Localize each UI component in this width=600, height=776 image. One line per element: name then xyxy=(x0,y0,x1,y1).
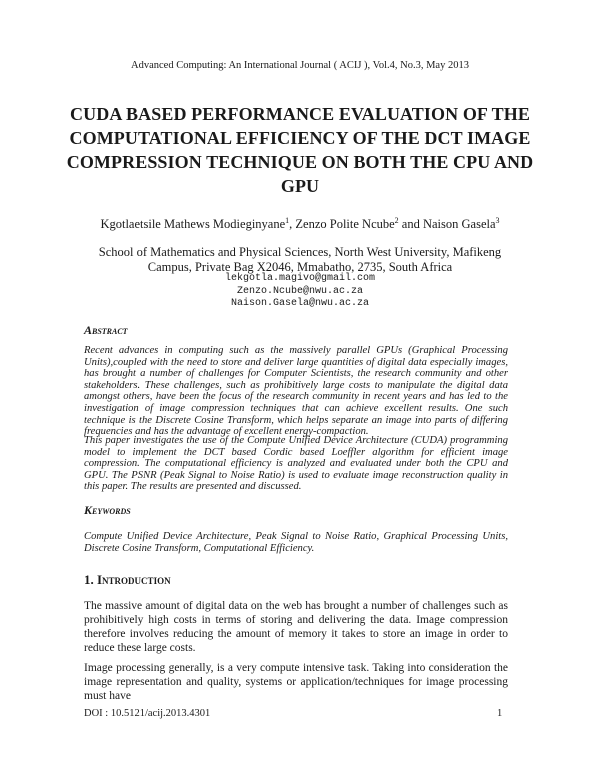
journal-header: Advanced Computing: An International Journal ( ACIJ ), Vol.4, No.3, May 2013 xyxy=(131,60,469,71)
author-email[interactable]: Naison.Gasela@nwu.ac.za xyxy=(230,298,370,309)
author-list xyxy=(0,216,600,232)
author-separator: , xyxy=(289,217,296,232)
author-mark: 3 xyxy=(495,216,500,225)
abstract-paragraph: This paper investigates the use of the Compute Unified Device Architecture (CUDA) programming model to implement the DCT based Cordic based Loeffler algorithm for efficient image compression. The computational efficiency is analyzed and evaluated under both the CPU and GPU. The PSNR (Peak Signal to Noise Ratio) is used to evaluate image reconstruction quality in this paper. The results are presented and discussed. xyxy=(84,435,508,493)
email-list xyxy=(0,273,600,311)
introduction-paragraph: Image processing generally, is a very compute intensive task. Taking into consideration the image representation and quality, systems or application/techniques for image processing must have xyxy=(84,662,508,702)
abstract-heading: Abstract xyxy=(84,323,128,337)
footer-doi: DOI : 10.5121/acij.2013.4301 xyxy=(84,708,211,719)
author-name: Zenzo Polite Ncube xyxy=(295,217,395,232)
abstract-paragraph: Recent advances in computing such as the massively parallel GPUs (Graphical Processing Units),coupled with the need to store and deliver large quantities of digital data especially images, has brought a number of challenges for Computer Scientists, the research community and other stakeholders. These challenges, such as prohibitively large costs to manipulate the digital data amongst others, have been the focus of the research community in recent years and has led to the investigation of image compression techniques that can achieve excellent results. One such technique is the Discrete Cosine Transform, which helps separate an image into parts of differing frequencies and has the advantage of excellent energy-compaction. xyxy=(84,345,508,438)
introduction-paragraph: The massive amount of digital data on the web has brought a number of challenges such as prohibitively high costs in terms of storing and delivering the data. Image compression therefore involves reducing the amount of memory it takes to store an image in order to reduce these large costs. xyxy=(84,600,508,654)
keywords-heading: Keywords xyxy=(84,503,131,517)
keywords-text: Compute Unified Device Architecture, Peak Signal to Noise Ratio, Graphical Processing Units, Discrete Cosine Transform, Computational Efficiency. xyxy=(84,531,508,554)
affiliation: School of Mathematics and Physical Sciences, North West University, Mafikeng Campus, Private Bag X2046, Mmabatho, 2735, South Africa xyxy=(98,245,502,274)
author-conjunction: and xyxy=(398,217,423,232)
page-number: 1 xyxy=(497,708,503,719)
author-name: Kgotlaetsile Mathews Modieginyane xyxy=(100,217,286,232)
author-email[interactable]: lekgotla.magivo@gmail.com xyxy=(224,273,376,284)
author-email[interactable]: Zenzo.Ncube@nwu.ac.za xyxy=(236,285,364,297)
paper-title: CUDA BASED PERFORMANCE EVALUATION OF THE COMPUTATIONAL EFFICIENCY OF THE DCT IMAGE COMPRESSION TECHNIQUE ON BOTH THE CPU AND GPU xyxy=(66,104,534,196)
author-mark: 1 xyxy=(285,216,290,225)
author-mark: 2 xyxy=(394,216,399,225)
author-name: Naison Gasela xyxy=(422,217,496,232)
introduction-heading: 1. Introduction xyxy=(84,572,171,587)
